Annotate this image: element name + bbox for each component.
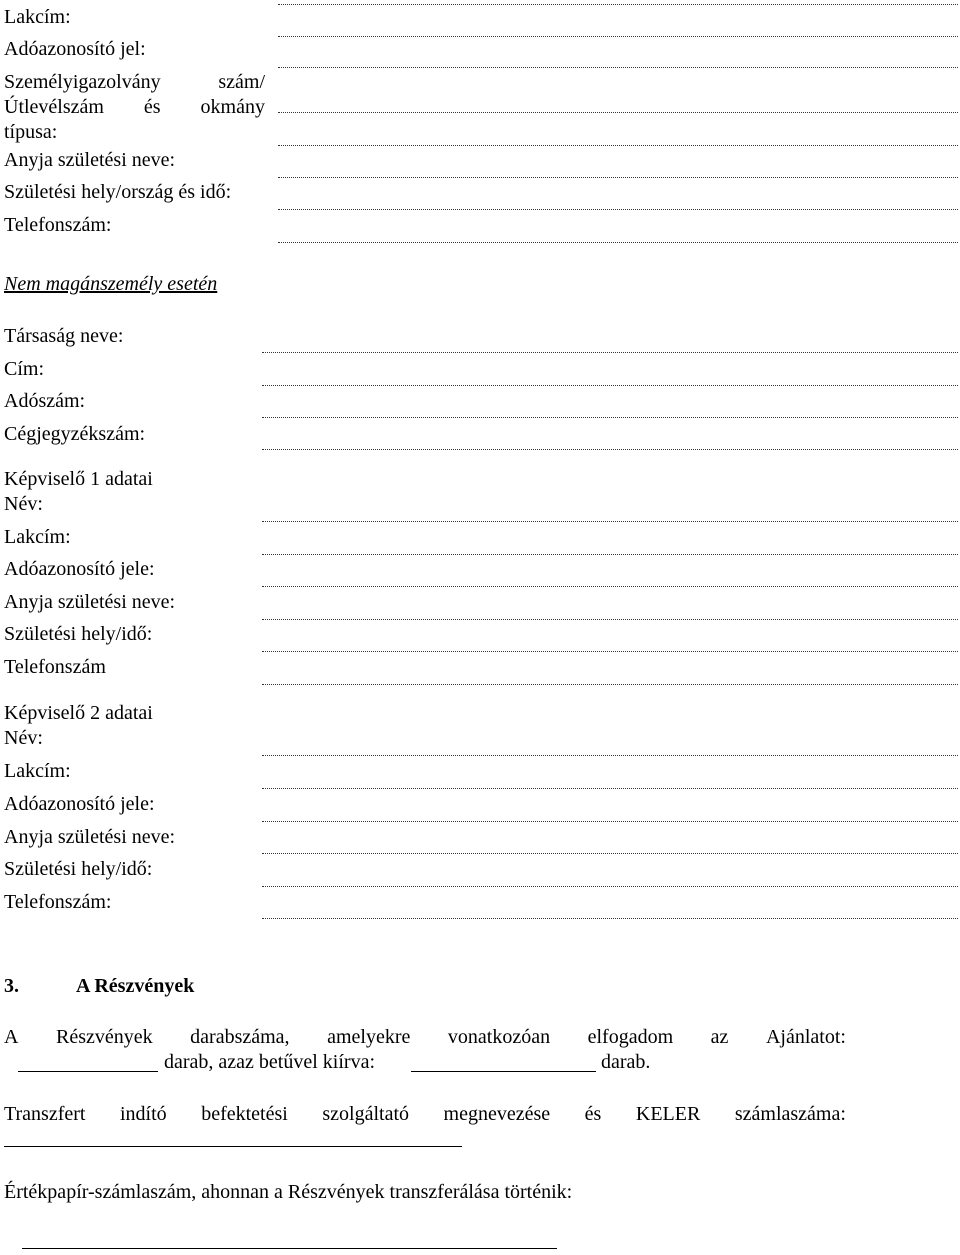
word: amelyekre [327, 1026, 411, 1048]
phone-field[interactable] [278, 209, 958, 210]
rep1-name-field[interactable] [262, 521, 958, 522]
word: befektetési [201, 1103, 288, 1125]
rep1-tax-id-label: Adóazonosító jele: [4, 558, 155, 580]
rep2-mother-name-field[interactable] [262, 853, 958, 854]
word: az [710, 1026, 729, 1048]
rep2-address-label: Lakcím: [4, 760, 71, 782]
word: vonatkozóan [447, 1026, 551, 1048]
tax-id-field[interactable] [278, 67, 958, 68]
rep2-phone-field[interactable] [262, 918, 958, 919]
company-tax-number-label: Adószám: [4, 390, 86, 412]
rep2-phone-label: Telefonszám: [4, 891, 112, 913]
word: Transzfert [4, 1103, 86, 1125]
word: elfogadom [587, 1026, 674, 1048]
rep2-address-field[interactable] [262, 788, 958, 789]
section-number: 3. [4, 975, 19, 997]
birth-place-date-field[interactable] [278, 177, 958, 178]
rep1-birth-field[interactable] [262, 651, 958, 652]
id-document-field[interactable] [278, 112, 958, 113]
rep1-address-field[interactable] [262, 554, 958, 555]
company-address-label: Cím: [4, 358, 45, 380]
company-heading: Nem magánszemély esetén [4, 273, 218, 295]
securities-account-label: Értékpapír-számlaszám, ahonnan a Részvények transzferálása történik: [4, 1181, 573, 1203]
phone-label: Telefonszám: [4, 214, 112, 236]
share-count-blank[interactable] [18, 1071, 158, 1072]
birth-place-date-label: Születési hely/ország és idő: [4, 181, 232, 203]
tax-id-label: Adóazonosító jel: [4, 38, 146, 60]
address-field-line-1[interactable] [278, 4, 958, 5]
section-title: A Részvények [76, 975, 195, 997]
address-field-line-2[interactable] [278, 36, 958, 37]
word: megnevezése [443, 1103, 551, 1125]
id-card-word: Személyigazolvány [4, 71, 161, 93]
document-word: okmány [200, 96, 265, 118]
company-registry-label: Cégjegyzékszám: [4, 423, 146, 445]
word: A [4, 1026, 19, 1048]
address-label: Lakcím: [4, 6, 71, 28]
transfer-sentence [4, 1102, 846, 1126]
word: darabszáma, [190, 1026, 290, 1048]
rep1-name-label: Név: [4, 493, 43, 515]
rep2-title: Képviselő 2 adatai [4, 702, 153, 724]
mother-name-field[interactable] [278, 145, 958, 146]
rep1-address-label: Lakcím: [4, 526, 71, 548]
rep2-mother-name-label: Anyja születési neve: [4, 826, 176, 848]
word: KELER [635, 1103, 701, 1125]
rep1-tax-id-field[interactable] [262, 586, 958, 587]
company-address-field[interactable] [262, 385, 958, 386]
rep1-mother-name-field[interactable] [262, 619, 958, 620]
company-tax-number-field[interactable] [262, 417, 958, 418]
company-name-field[interactable] [262, 352, 958, 353]
word: Ajánlatot: [765, 1026, 846, 1048]
id-card-number-word: szám/ [218, 71, 265, 93]
share-count-words-blank[interactable] [411, 1071, 596, 1072]
rep2-name-field[interactable] [262, 755, 958, 756]
transfer-provider-blank[interactable] [4, 1146, 462, 1147]
rep2-tax-id-label: Adóazonosító jele: [4, 793, 155, 815]
darab-label: darab. [601, 1051, 651, 1073]
word: indító [120, 1103, 167, 1125]
doc-type-label: típusa: [4, 121, 58, 143]
rep2-birth-field[interactable] [262, 886, 958, 887]
word: és [584, 1103, 602, 1125]
extra-field[interactable] [278, 242, 958, 243]
rep1-title: Képviselő 1 adatai [4, 468, 153, 490]
passport-label [4, 95, 265, 119]
word: számlaszáma: [734, 1103, 846, 1125]
and-word: és [143, 96, 161, 118]
rep1-phone-field[interactable] [262, 684, 958, 685]
rep2-birth-label: Születési hely/idő: [4, 858, 153, 880]
securities-account-blank[interactable] [22, 1248, 557, 1249]
word: Részvények [55, 1026, 153, 1048]
rep2-name-label: Név: [4, 727, 43, 749]
share-count-in-words-label: darab, azaz betűvel kiírva: [164, 1051, 375, 1073]
rep1-birth-label: Születési hely/idő: [4, 623, 153, 645]
mother-name-label: Anyja születési neve: [4, 149, 176, 171]
company-name-label: Társaság neve: [4, 325, 124, 347]
id-card-label [4, 70, 265, 94]
rep1-mother-name-label: Anyja születési neve: [4, 591, 176, 613]
rep1-phone-label: Telefonszám [4, 656, 106, 678]
word: szolgáltató [322, 1103, 409, 1125]
rep2-tax-id-field[interactable] [262, 821, 958, 822]
company-registry-field[interactable] [262, 449, 958, 450]
passport-word: Útlevélszám [4, 96, 104, 118]
shares-count-sentence [4, 1025, 846, 1049]
